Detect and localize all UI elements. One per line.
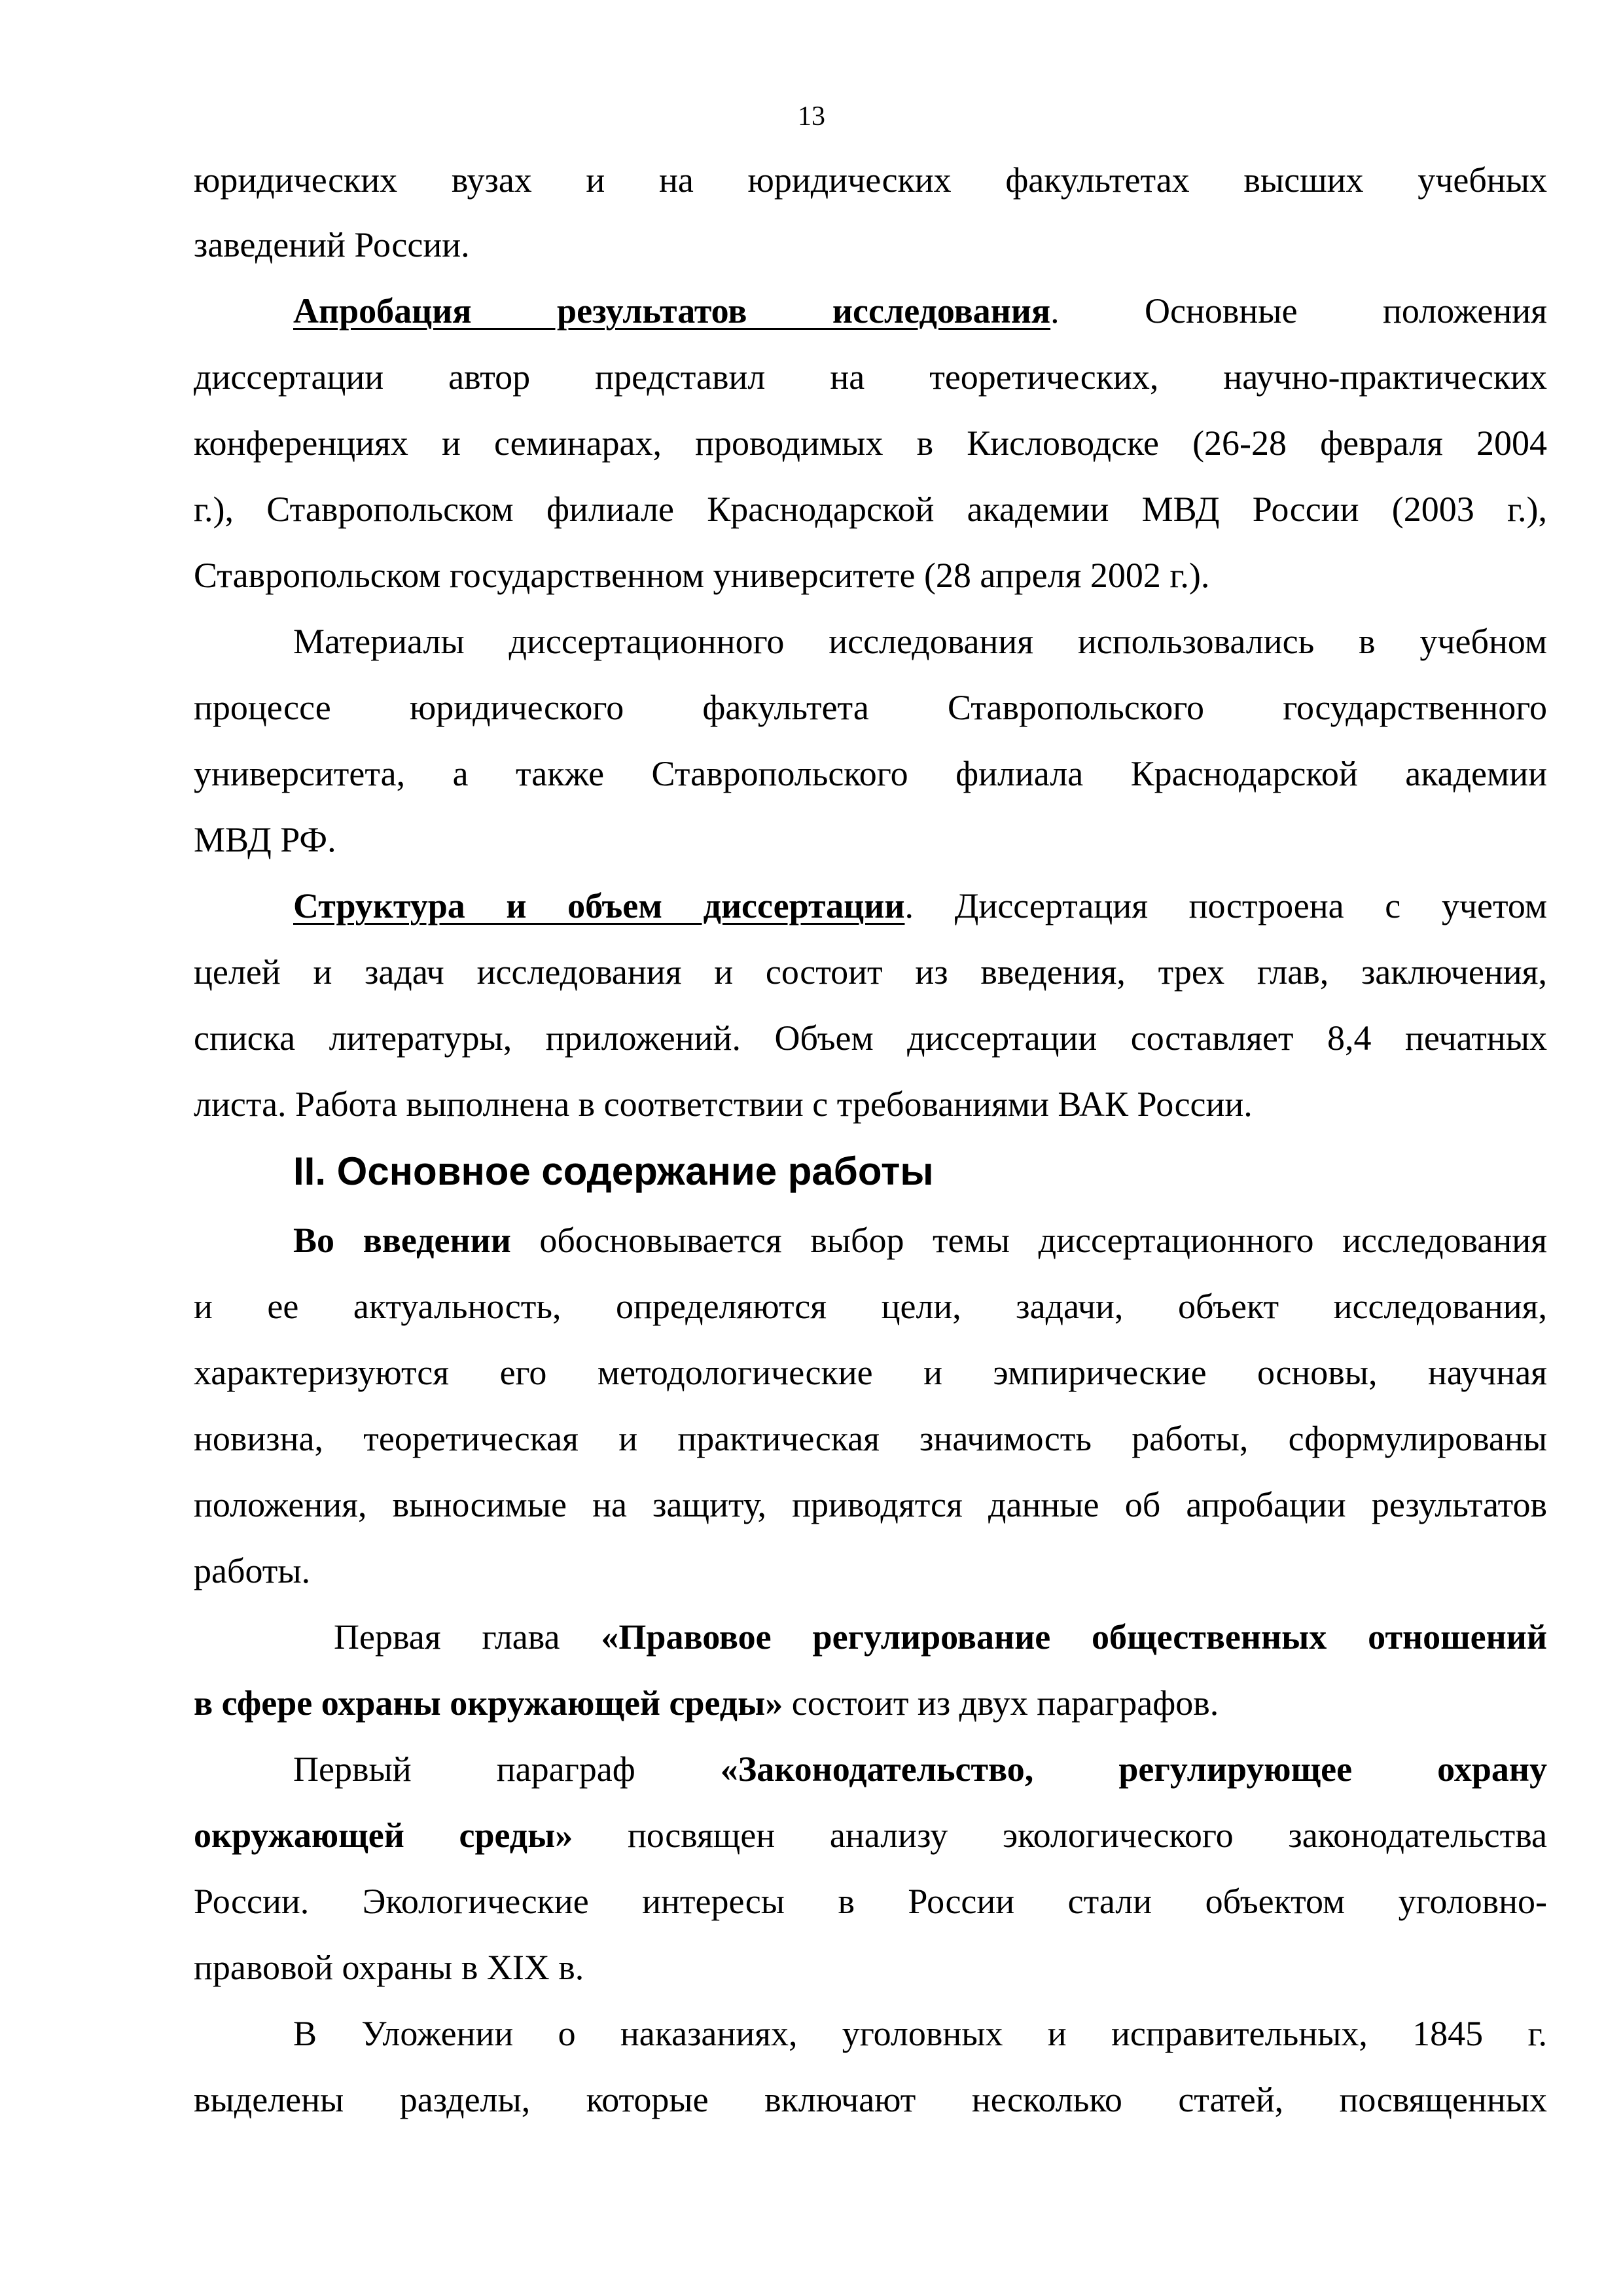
chapter1-title-cont: в сфере охраны окружающей среды» <box>194 1683 783 1723</box>
text-line: положения, выносимые на защиту, приводятся данные об апробации результатов <box>194 1485 1547 1524</box>
structure-term: Структура и объем диссертации <box>293 886 905 925</box>
text-line: правовой охраны в XIX в. <box>194 1948 584 1987</box>
text-line: университета, а также Ставропольского филиала Краснодарской академии <box>194 754 1547 793</box>
paragraph1-second-line: окружающей среды» посвящен анализу экологического законодательства <box>194 1816 1547 1855</box>
chapter1-first-line: Первая глава «Правовое регулирование общественных отношений <box>334 1617 1547 1657</box>
text-line: МВД РФ. <box>194 820 336 859</box>
text-line: и ее актуальность, определяются цели, задачи, объект исследования, <box>194 1287 1547 1326</box>
paragraph1-title: «Законодательство, регулирующее охрану <box>720 1749 1547 1789</box>
text-line: процессе юридического факультета Ставропольского государственного <box>194 688 1547 727</box>
text-line: Ставропольском государственном университете (28 апреля 2002 г.). <box>194 556 1210 595</box>
paragraph1-title-cont: окружающей среды» <box>194 1816 573 1855</box>
text-line: заведений России. <box>194 225 470 264</box>
approbation-first-line: Апробация результатов исследования. Основные положения <box>293 291 1547 331</box>
text-line: Материалы диссертационного исследования использовались в учебном <box>293 622 1547 661</box>
text-line: характеризуются его методологические и эмпирические основы, научная <box>194 1353 1547 1392</box>
chapter1-second-line: в сфере охраны окружающей среды» состоит из двух параграфов. <box>194 1683 1219 1723</box>
text-line: В Уложении о наказаниях, уголовных и исправительных, 1845 г. <box>293 2014 1547 2053</box>
chapter1-title: «Правовое регулирование общественных отношений <box>601 1617 1547 1657</box>
text-line: списка литературы, приложений. Объем диссертации составляет 8,4 печатных <box>194 1018 1547 1058</box>
text-line: конференциях и семинарах, проводимых в Кисловодске (26-28 февраля 2004 <box>194 423 1547 463</box>
text-line: диссертации автор представил на теоретических, научно-практических <box>194 357 1547 397</box>
section-heading: II. Основное содержание работы <box>293 1149 934 1193</box>
approbation-term: Апробация результатов исследования <box>293 291 1051 331</box>
introduction-term: Во введении <box>293 1221 511 1260</box>
paragraph1-first-line: Первый параграф «Законодательство, регулирующее охрану <box>293 1749 1547 1789</box>
text-line: России. Экологические интересы в России стали объектом уголовно- <box>194 1882 1547 1921</box>
introduction-first-line: Во введении обосновывается выбор темы диссертационного исследования <box>293 1221 1547 1260</box>
text-line: листа. Работа выполнена в соответствии с требованиями ВАК России. <box>194 1085 1253 1124</box>
structure-first-line: Структура и объем диссертации. Диссертация построена с учетом <box>293 886 1547 925</box>
text-line: целей и задач исследования и состоит из введения, трех глав, заключения, <box>194 952 1547 992</box>
text-line: новизна, теоретическая и практическая значимость работы, сформулированы <box>194 1419 1547 1458</box>
text-line: юридических вузах и на юридических факультетах высших учебных <box>194 160 1547 200</box>
text-line: выделены разделы, которые включают несколько статей, посвященных <box>194 2080 1547 2119</box>
page-number: 13 <box>798 101 825 132</box>
text-line: г.), Ставропольском филиале Краснодарской академии МВД России (2003 г.), <box>194 490 1547 529</box>
text-line: работы. <box>194 1551 311 1590</box>
